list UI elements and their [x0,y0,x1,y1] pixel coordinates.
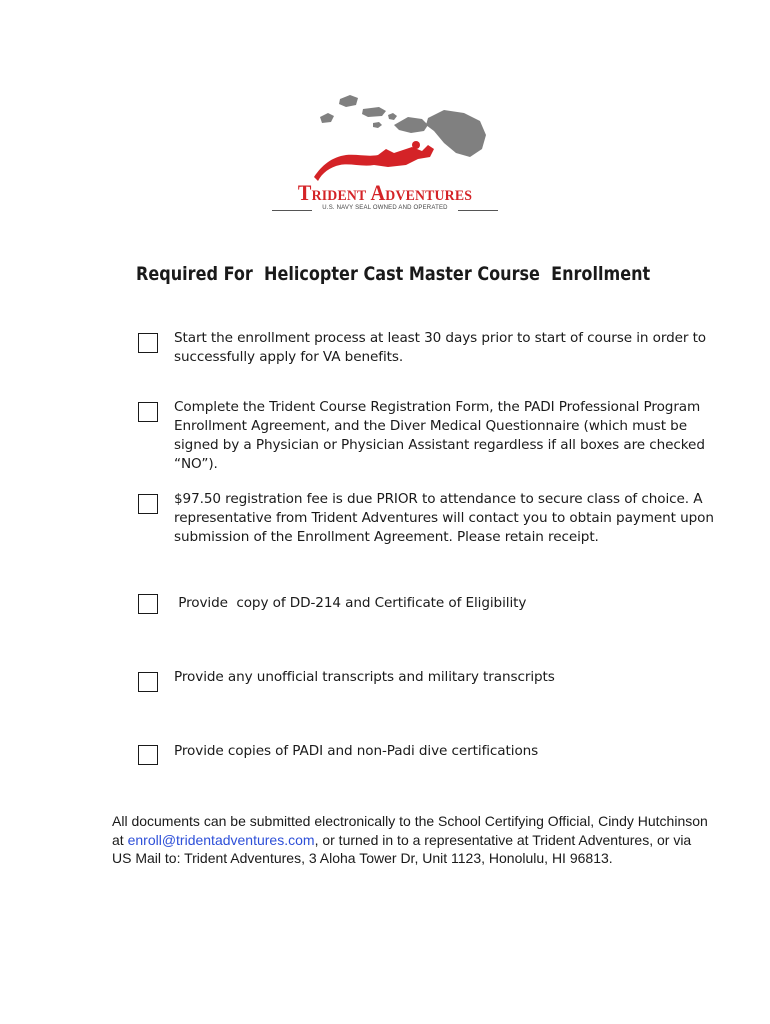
checklist-item-text: Complete the Trident Course Registration Form, the PADI Professional Program Enrollment Agreement, and the Diver Medical Questionnaire (which must be signed by a Physician or Physician Assistant regardless if all boxes are checked “NO”). [174,399,705,472]
dive-certifications-checkbox[interactable] [138,745,158,765]
checklist-item-text: $97.50 registration fee is due PRIOR to attendance to secure class of choice. A representative from Trident Adventures will contact you to obtain payment upon submission of the Enrollment Agreement. Please retain receipt. [174,491,714,545]
checklist-item-text: Provide copies of PADI and non-Padi dive certifications [174,743,539,759]
checklist-item-text: Provide any unofficial transcripts and military transcripts [174,669,555,685]
enrollment-timing-checkbox[interactable] [138,333,158,353]
brand-name: Trident Adventures [297,180,473,205]
tagline-divider-right [458,210,498,211]
registration-fee-checkbox[interactable] [138,494,158,514]
brand-tagline-row [272,205,498,217]
diver-silhouette-icon [314,141,434,181]
email-link[interactable]: enroll@tridentadventures.com [127,831,315,848]
submission-instructions [112,812,712,868]
registration-forms-checkbox[interactable] [138,402,158,422]
footer-text-before: All documents can be submitted electronically to the School Certifying Official, Cindy Hutchinson at [112,813,708,848]
dd214-checkbox[interactable] [138,594,158,614]
hawaiian-islands-icon [320,95,486,157]
checklist-item-text: Provide copy of DD-214 and Certificate of Eligibility [174,595,527,611]
page-title: Required For Helicopter Cast Master Course Enrollment [136,263,651,285]
checklist-item-text: Start the enrollment process at least 30 days prior to start of course in order to successfully apply for VA benefits. [174,330,707,365]
brand-tagline: U.S. NAVY SEAL OWNED AND OPERATED [322,205,448,211]
footer-text-after: , or turned in to a representative at Trident Adventures, or via US Mail to: Trident Adventures, 3 Aloha Tower Dr, Unit 1123, Honolulu, HI 96813. [112,831,692,866]
transcripts-checkbox[interactable] [138,672,158,692]
